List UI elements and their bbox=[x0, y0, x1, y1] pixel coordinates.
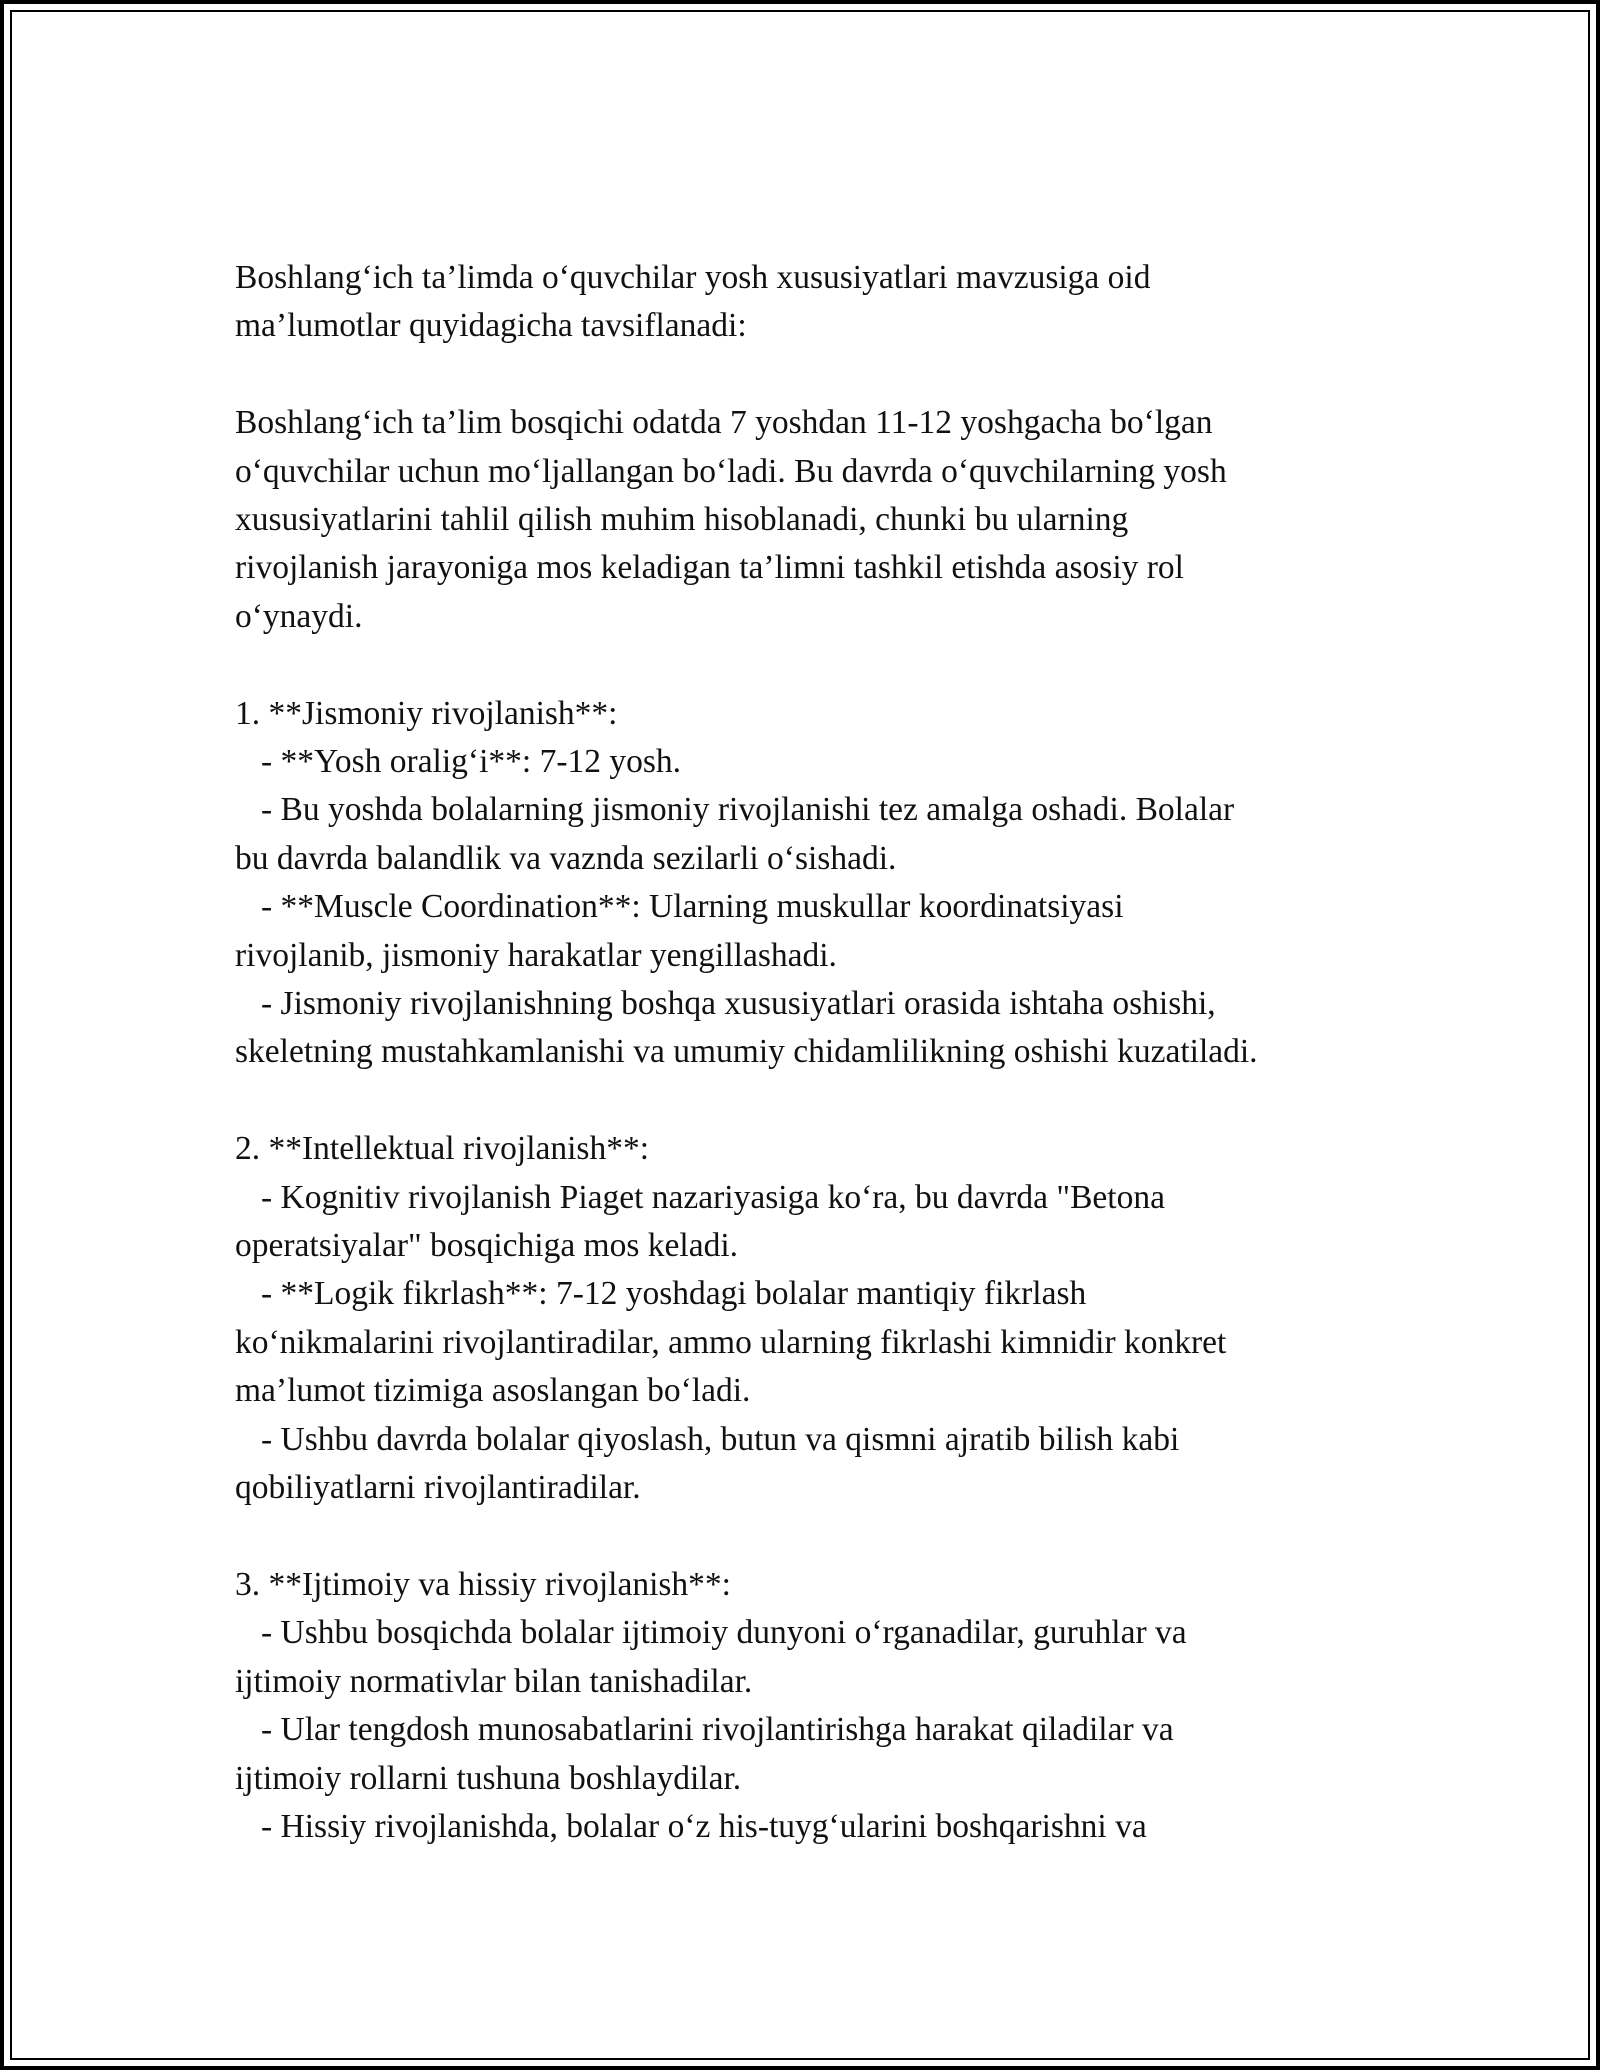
list-item: - Ushbu davrda bolalar qiyoslash, butun va qismni ajratib bilish kabi bbox=[261, 1420, 1180, 1458]
list-item-continuation: ma’lumot tizimiga asoslangan bo‘ladi. bbox=[235, 1372, 751, 1410]
list-item-continuation: bu davrda balandlik va vaznda sezilarli o‘sishadi. bbox=[235, 839, 897, 877]
list-item: - **Yosh oralig‘i**: 7-12 yosh. bbox=[261, 743, 682, 781]
overview-paragraph bbox=[235, 399, 1415, 641]
list-item-continuation: rivojlanib, jismoniy harakatlar yengillashadi. bbox=[235, 936, 837, 974]
text-line: Boshlang‘ich ta’lim bosqichi odatda 7 yoshdan 11-12 yoshgacha bo‘lgan bbox=[235, 404, 1213, 442]
section-heading: 1. **Jismoniy rivojlanish**: bbox=[235, 694, 618, 732]
list-item: - **Logik fikrlash**: 7-12 yoshdagi bolalar mantiqiy fikrlash bbox=[261, 1275, 1087, 1313]
list-item: - Kognitiv rivojlanish Piaget nazariyasiga ko‘ra, bu davrda "Betona bbox=[261, 1178, 1165, 1216]
list-item-continuation: skeletning mustahkamlanishi va umumiy chidamlilikning oshishi kuzatiladi. bbox=[235, 1033, 1258, 1071]
section-intellectual bbox=[235, 1125, 1415, 1512]
section-physical bbox=[235, 690, 1415, 1077]
section-social-emotional bbox=[235, 1561, 1415, 1851]
section-heading: 3. **Ijtimoiy va hissiy rivojlanish**: bbox=[235, 1565, 731, 1603]
list-item-continuation: ko‘nikmalarini rivojlantiradilar, ammo ularning fikrlashi kimnidir konkret bbox=[235, 1323, 1227, 1361]
list-item-continuation: ijtimoiy rollarni tushuna boshlaydilar. bbox=[235, 1759, 742, 1797]
text-line: o‘ynaydi. bbox=[235, 597, 363, 635]
list-item: - Ular tengdosh munosabatlarini rivojlantirishga harakat qiladilar va bbox=[261, 1711, 1174, 1749]
list-item-continuation: operatsiyalar" bosqichiga mos keladi. bbox=[235, 1227, 739, 1265]
list-item-continuation: ijtimoiy normativlar bilan tanishadilar. bbox=[235, 1662, 753, 1700]
document-body bbox=[235, 254, 1415, 1900]
text-line: rivojlanish jarayoniga mos keladigan ta’limni tashkil etishda asosiy rol bbox=[235, 549, 1184, 587]
list-item-continuation: qobiliyatlarni rivojlantiradilar. bbox=[235, 1469, 641, 1507]
text-line: ma’lumotlar quyidagicha tavsiflanadi: bbox=[235, 307, 747, 345]
intro-paragraph bbox=[235, 254, 1415, 351]
text-line: Boshlang‘ich ta’limda o‘quvchilar yosh xususiyatlari mavzusiga oid bbox=[235, 259, 1151, 296]
list-item: - **Muscle Coordination**: Ularning muskullar koordinatsiyasi bbox=[261, 888, 1124, 926]
section-heading: 2. **Intellektual rivojlanish**: bbox=[235, 1130, 650, 1168]
list-item: - Bu yoshda bolalarning jismoniy rivojlanishi tez amalga oshadi. Bolalar bbox=[261, 791, 1235, 829]
text-line: xususiyatlarini tahlil qilish muhim hisoblanadi, chunki bu ularning bbox=[235, 501, 1129, 539]
list-item: - Jismoniy rivojlanishning boshqa xususiyatlari orasida ishtaha oshishi, bbox=[261, 985, 1216, 1023]
text-line: o‘quvchilar uchun mo‘ljallangan bo‘ladi. Bu davrda o‘quvchilarning yosh bbox=[235, 452, 1227, 490]
list-item: - Hissiy rivojlanishda, bolalar o‘z his-tuyg‘ularini boshqarishni va bbox=[261, 1807, 1147, 1845]
list-item: - Ushbu bosqichda bolalar ijtimoiy dunyoni o‘rganadilar, guruhlar va bbox=[261, 1614, 1187, 1652]
